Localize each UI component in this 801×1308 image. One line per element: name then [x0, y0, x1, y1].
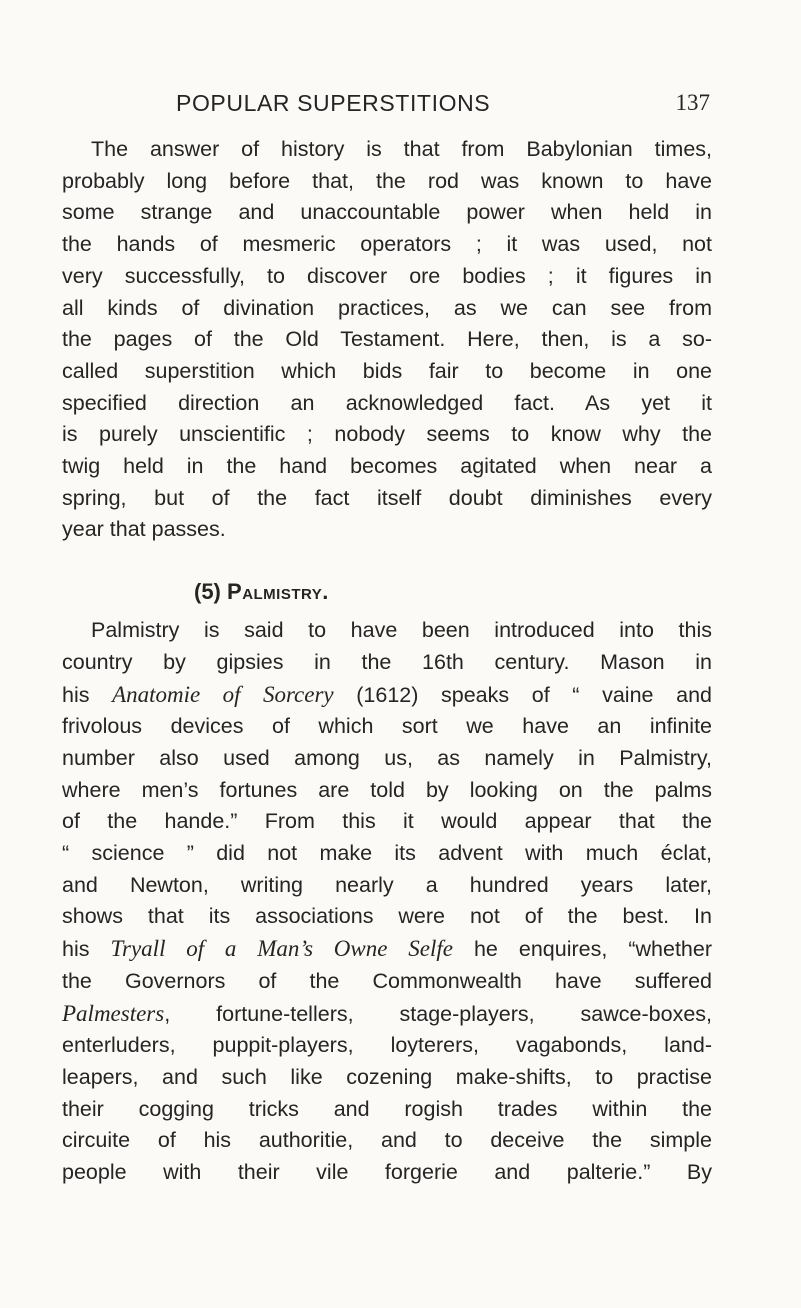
text-line: called superstition which bids fair to become in one	[62, 358, 712, 383]
text-fragment: he enquires, “whether	[452, 937, 712, 962]
text-line: of the hande.” From this it would appear that the	[62, 809, 712, 834]
text-line	[62, 679, 712, 712]
paragraph-dowsing	[62, 134, 712, 546]
text-line	[62, 998, 712, 1031]
text-fragment: his	[62, 682, 113, 707]
text-line: probably long before that, the rod was known to have	[62, 168, 712, 193]
text-fragment: (1612) speaks of “ vaine and	[333, 682, 712, 707]
running-title: POPULAR SUPERSTITIONS	[176, 90, 491, 116]
text-line: the pages of the Old Testament. Here, then, is a so-	[62, 327, 712, 352]
text-line: leapers, and such like cozening make-shifts, to practise	[62, 1064, 712, 1089]
text-line: year that passes.	[62, 517, 226, 542]
text-line: country by gipsies in the 16th century. Mason in	[62, 649, 712, 674]
book-title-anatomie: Anatomie of Sorcery	[112, 681, 334, 707]
section-heading-palmistry	[62, 577, 712, 607]
text-line: the hands of mesmeric operators ; it was used, not	[62, 232, 712, 257]
text-fragment: his	[62, 937, 111, 962]
book-page	[62, 80, 712, 1189]
text-line	[62, 615, 712, 647]
running-head	[62, 80, 712, 120]
text-line: shows that its associations were not of the best. In	[62, 904, 712, 929]
text-line: and Newton, writing nearly a hundred years later,	[62, 872, 712, 897]
section-number: (5)	[194, 579, 221, 605]
text-fragment: , fortune-tellers, stage-players, sawce-boxes,	[164, 1001, 712, 1026]
page-number: 137	[675, 90, 710, 115]
text-line: very successfully, to discover ore bodies ; it figures in	[62, 263, 712, 288]
text-line: where men’s fortunes are told by looking on the palms	[62, 777, 712, 802]
text-line: some strange and unaccountable power when held in	[62, 200, 712, 225]
text-line: number also used among us, as namely in Palmistry,	[62, 745, 712, 770]
text-line	[62, 933, 712, 966]
book-title-tryall: Tryall of a Man’s Owne Selfe	[110, 936, 453, 962]
text-line: is purely unscientific ; nobody seems to know why the	[62, 422, 712, 447]
italic-term-palmesters: Palmesters	[62, 1000, 165, 1026]
text-line: circuite of his authoritie, and to deceive the simple	[62, 1128, 712, 1153]
text-line	[62, 134, 712, 166]
text-line: their cogging tricks and rogish trades within the	[62, 1096, 712, 1121]
text-line: twig held in the hand becomes agitated when near a	[62, 454, 712, 479]
text-line-content: The answer of history is that from Babylonian times,	[91, 137, 712, 161]
text-line: all kinds of divination practices, as we can see from	[62, 295, 712, 320]
section-title: Palmistry.	[227, 579, 329, 605]
text-line-content: Palmistry is said to have been introduced into this	[91, 618, 712, 643]
paragraph-palmistry	[62, 615, 712, 1189]
text-line: spring, but of the fact itself doubt diminishes every	[62, 485, 712, 510]
text-line: the Governors of the Commonwealth have suffered	[62, 968, 712, 993]
text-line: people with their vile forgerie and palterie.” By	[62, 1160, 712, 1185]
text-line: specified direction an acknowledged fact. As yet it	[62, 390, 712, 415]
text-line: enterluders, puppit-players, loyterers, vagabonds, land-	[62, 1033, 712, 1058]
text-line: frivolous devices of which sort we have an infinite	[62, 714, 712, 739]
text-line: “ science ” did not make its advent with much éclat,	[62, 841, 712, 866]
